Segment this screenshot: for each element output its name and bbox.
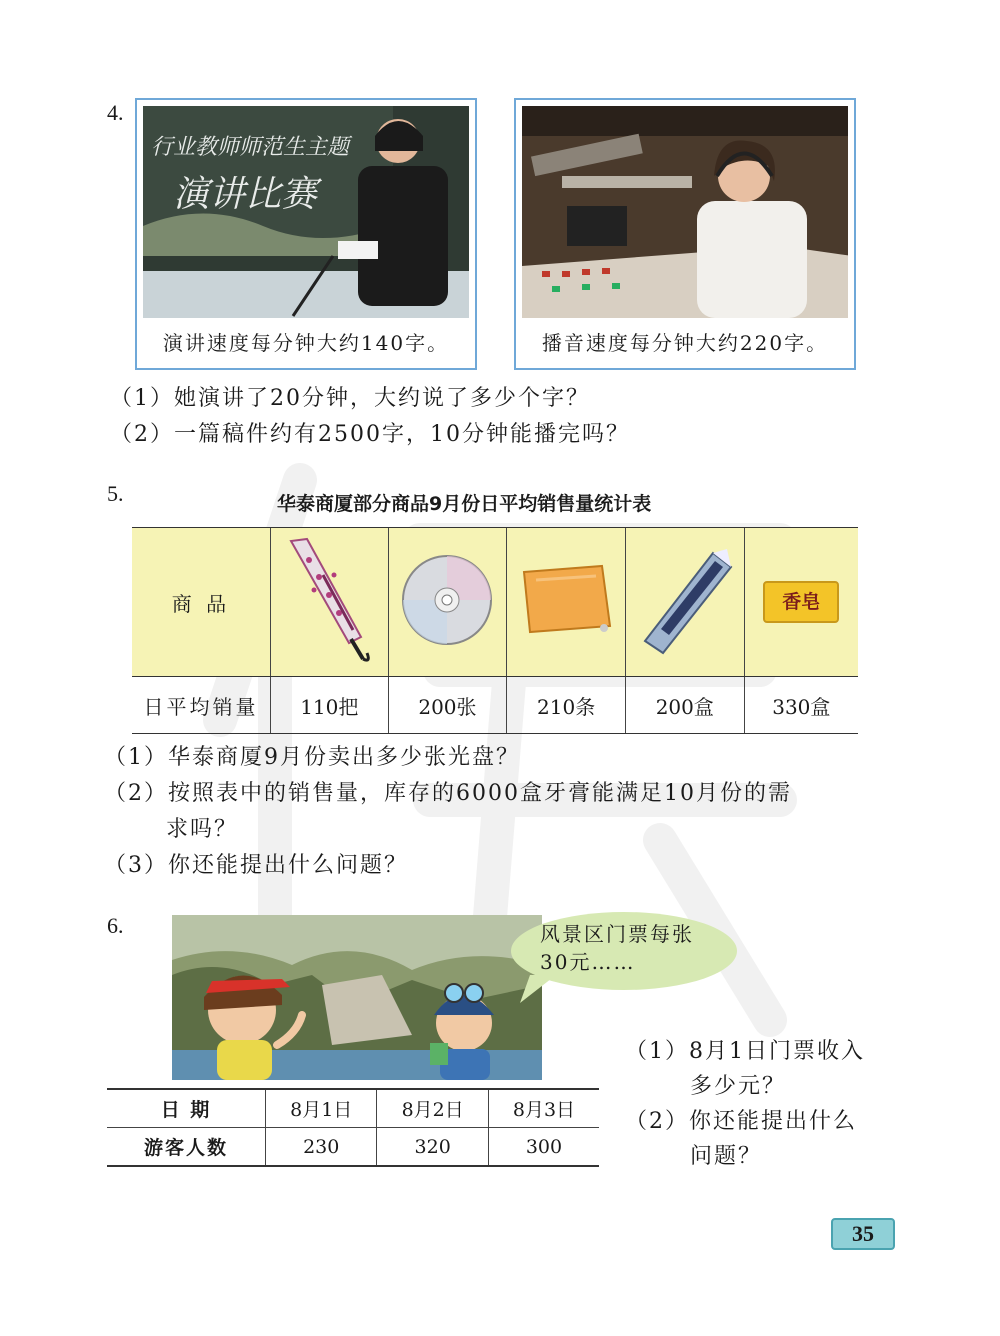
- ticket-price-speech: [540, 920, 694, 976]
- problem-4-number: 4.: [107, 100, 124, 125]
- question-label: （2）: [110, 422, 174, 447]
- sales-value: 200张: [388, 677, 507, 734]
- scenic-area-illustration: [172, 915, 542, 1080]
- problem-6-question-1-cont: 多少元？: [690, 1074, 787, 1099]
- speech-bubble-tail: [520, 975, 560, 1005]
- question-label: （1）: [104, 745, 168, 770]
- visitor-count: 320: [377, 1128, 488, 1167]
- question-label: （2）: [104, 781, 168, 806]
- sales-value: 200盒: [625, 677, 744, 734]
- contest-slogan-1: 行业教师师范生主题: [151, 135, 350, 160]
- broadcast-speed-caption: 播音速度每分钟大约220字。: [541, 331, 829, 355]
- problem-5-question-1: [104, 740, 520, 771]
- sales-header: 日平均销量: [132, 677, 270, 734]
- problem-5-number: 5.: [107, 481, 124, 506]
- problem-4-question-1: [110, 381, 590, 412]
- sales-value: 110把: [270, 677, 388, 734]
- question-text: 一篇稿件约有2500字，10分钟能播完吗？: [174, 422, 630, 447]
- visitor-header: 游客人数: [107, 1128, 266, 1167]
- problem-5-question-3: [104, 848, 408, 879]
- problem-6-number: 6.: [107, 913, 124, 938]
- question-label: （1）: [625, 1039, 689, 1064]
- question-text: 她演讲了20分钟，大约说了多少个字？: [174, 386, 590, 411]
- speech-speed-caption: 演讲速度每分钟大约140字。: [162, 331, 450, 355]
- question-label: （3）: [104, 853, 168, 878]
- problem-6-question-1: [625, 1034, 865, 1065]
- date-header: 日 期: [107, 1089, 266, 1128]
- speech-line: 30元……: [540, 950, 636, 974]
- sales-table-title: 华泰商厦部分商品9月份日平均销售量统计表: [277, 493, 652, 515]
- broadcaster-image: [522, 106, 848, 318]
- date-cell: 8月2日: [377, 1089, 488, 1128]
- speech-contest-image: [143, 106, 469, 318]
- problem-6-question-2: [625, 1104, 857, 1135]
- problem-6-question-2-cont: 问题？: [690, 1144, 763, 1169]
- sales-value: 210条: [507, 677, 626, 734]
- visitor-count: 230: [266, 1128, 377, 1167]
- towel-icon: [516, 560, 616, 640]
- cd-cell: [388, 528, 507, 677]
- question-label: （2）: [625, 1109, 689, 1134]
- question-text: 8月1日门票收入: [689, 1039, 865, 1064]
- umbrella-cell: [270, 528, 388, 677]
- table-row: [132, 528, 858, 677]
- question-text: 你还能提出什么问题？: [168, 853, 409, 878]
- soap-icon: 香皂: [763, 581, 839, 623]
- towel-cell: [507, 528, 626, 677]
- goods-header: 商 品: [132, 528, 270, 677]
- sales-value: 330盒: [744, 677, 858, 734]
- visitor-count: 300: [488, 1128, 599, 1167]
- problem-5-question-2: [104, 776, 792, 807]
- speech-line: 风景区门票每张: [540, 922, 694, 946]
- visitor-table: [107, 1088, 599, 1167]
- question-text: 华泰商厦9月份卖出多少张光盘？: [168, 745, 520, 770]
- date-cell: 8月1日: [266, 1089, 377, 1128]
- sales-table: [132, 527, 858, 734]
- question-label: （1）: [110, 386, 174, 411]
- contest-slogan-2: 演讲比赛: [173, 174, 318, 215]
- umbrella-icon: [279, 535, 379, 665]
- table-row: [107, 1089, 599, 1128]
- date-cell: 8月3日: [488, 1089, 599, 1128]
- speech-contest-photo: [135, 98, 477, 370]
- broadcaster-photo: [514, 98, 856, 370]
- problem-4-question-2: [110, 417, 630, 448]
- soap-cell: [744, 528, 858, 677]
- table-row: [132, 677, 858, 734]
- toothpaste-cell: [625, 528, 744, 677]
- page-number: 35: [831, 1218, 895, 1250]
- question-text: 你还能提出什么: [689, 1109, 858, 1134]
- toothpaste-icon: [635, 545, 735, 655]
- cd-disc-icon: [397, 550, 497, 650]
- problem-5-question-2-cont: 求吗？: [166, 817, 239, 842]
- table-row: [107, 1128, 599, 1167]
- question-text: 按照表中的销售量，库存的6000盒牙膏能满足10月份的需: [168, 781, 792, 806]
